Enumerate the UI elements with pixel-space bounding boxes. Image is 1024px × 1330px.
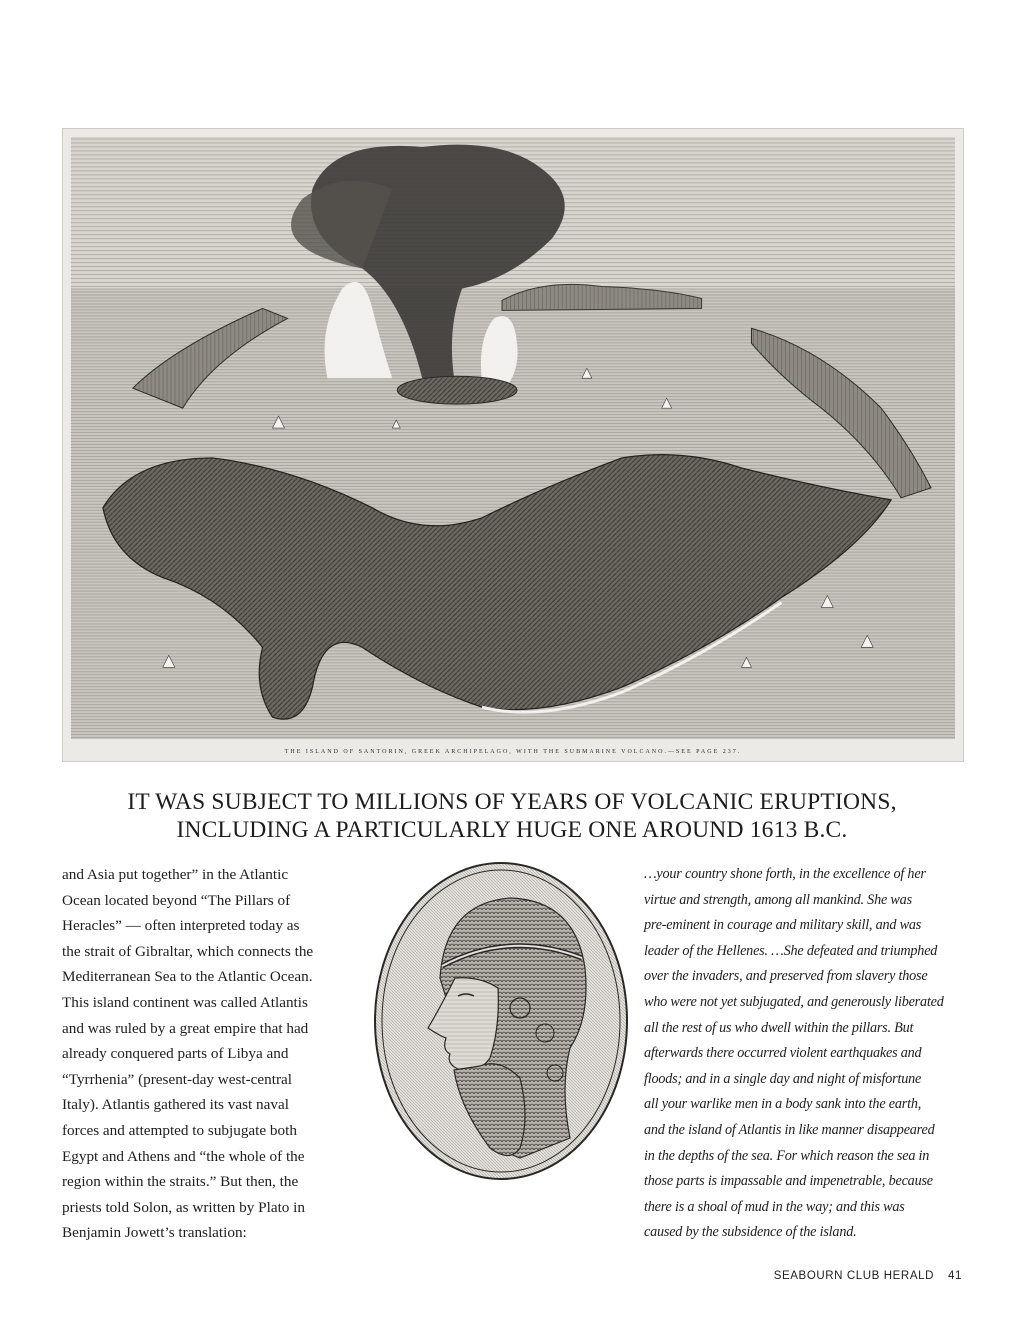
body-line: region within the straits.” But then, the (62, 1173, 299, 1191)
quote-line: leader of the Hellenes. …She defeated and triumphed (644, 942, 938, 959)
quote-line: …your country shone forth, in the excellence of her (644, 866, 926, 882)
body-line: priests told Solon, as written by Plato in (62, 1198, 305, 1216)
plato-portrait-medallion (370, 858, 632, 1184)
body-line: Ocean located beyond “The Pillars of (62, 891, 291, 909)
quote-line: there is a shoal of mud in the way; and this was (644, 1198, 905, 1215)
engraving-caption: THE ISLAND OF SANTORIN, GREEK ARCHIPELAGO, WITH THE SUBMARINE VOLCANO.—SEE PAGE 237. (284, 749, 742, 755)
body-line: forces and attempted to subjugate both (62, 1121, 297, 1139)
body-line: This island continent was called Atlantis (62, 993, 308, 1011)
quote-line: caused by the subsidence of the island. (644, 1224, 857, 1241)
body-line: Italy). Atlantis gathered its vast naval (62, 1096, 289, 1114)
quote-line: floods; and in a single day and night of misfortune (644, 1070, 922, 1087)
pull-quote-headline (60, 788, 964, 844)
body-line: already conquered parts of Libya and (62, 1045, 289, 1063)
body-line: Mediterranean Sea to the Atlantic Ocean. (62, 968, 313, 986)
santorini-engraving-art (63, 129, 963, 761)
quote-line: all your warlike men in a body sank into the earth, (644, 1096, 922, 1113)
body-line: Heracles” — often interpreted today as (62, 917, 300, 935)
quote-line: and the island of Atlantis in like manner disappeared (644, 1121, 935, 1138)
quote-line: afterwards there occurred violent earthquakes and (644, 1045, 922, 1062)
body-line: and Asia put together” in the Atlantic (62, 866, 289, 883)
quote-line: virtue and strength, among all mankind. She was (644, 891, 912, 908)
headline-line-2: INCLUDING A PARTICULARLY HUGE ONE AROUND 1613 B.C. (176, 817, 848, 843)
quote-line: in the depths of the sea. For which reason the sea in (644, 1147, 930, 1164)
quote-line: who were not yet subjugated, and generously liberated (644, 993, 944, 1010)
body-line: Egypt and Athens and “the whole of the (62, 1147, 305, 1165)
quote-line: those parts is impassable and impenetrable, because (644, 1173, 933, 1190)
plato-portrait-art (370, 858, 632, 1184)
page-number: 41 (948, 1270, 962, 1282)
body-line: Benjamin Jowett’s translation: (62, 1224, 247, 1242)
quote-line: pre-eminent in courage and military skill, and was (644, 917, 922, 934)
body-line: and was ruled by a great empire that had (62, 1019, 309, 1037)
body-line: the strait of Gibraltar, which connects the (62, 942, 314, 960)
body-text-left-column (62, 862, 352, 1246)
plato-quote-right-column (644, 862, 974, 1246)
quote-line: all the rest of us who dwell within the pillars. But (644, 1019, 914, 1036)
body-line: “Tyrrhenia” (present-day west-central (62, 1070, 292, 1088)
santorini-engraving (62, 128, 964, 762)
publication-name: SEABOURN CLUB HERALD (773, 1270, 934, 1282)
running-footer (700, 1270, 962, 1282)
quote-line: over the invaders, and preserved from slavery those (644, 968, 928, 985)
headline-line-1: IT WAS SUBJECT TO MILLIONS OF YEARS OF VOLCANIC ERUPTIONS, (127, 789, 897, 815)
